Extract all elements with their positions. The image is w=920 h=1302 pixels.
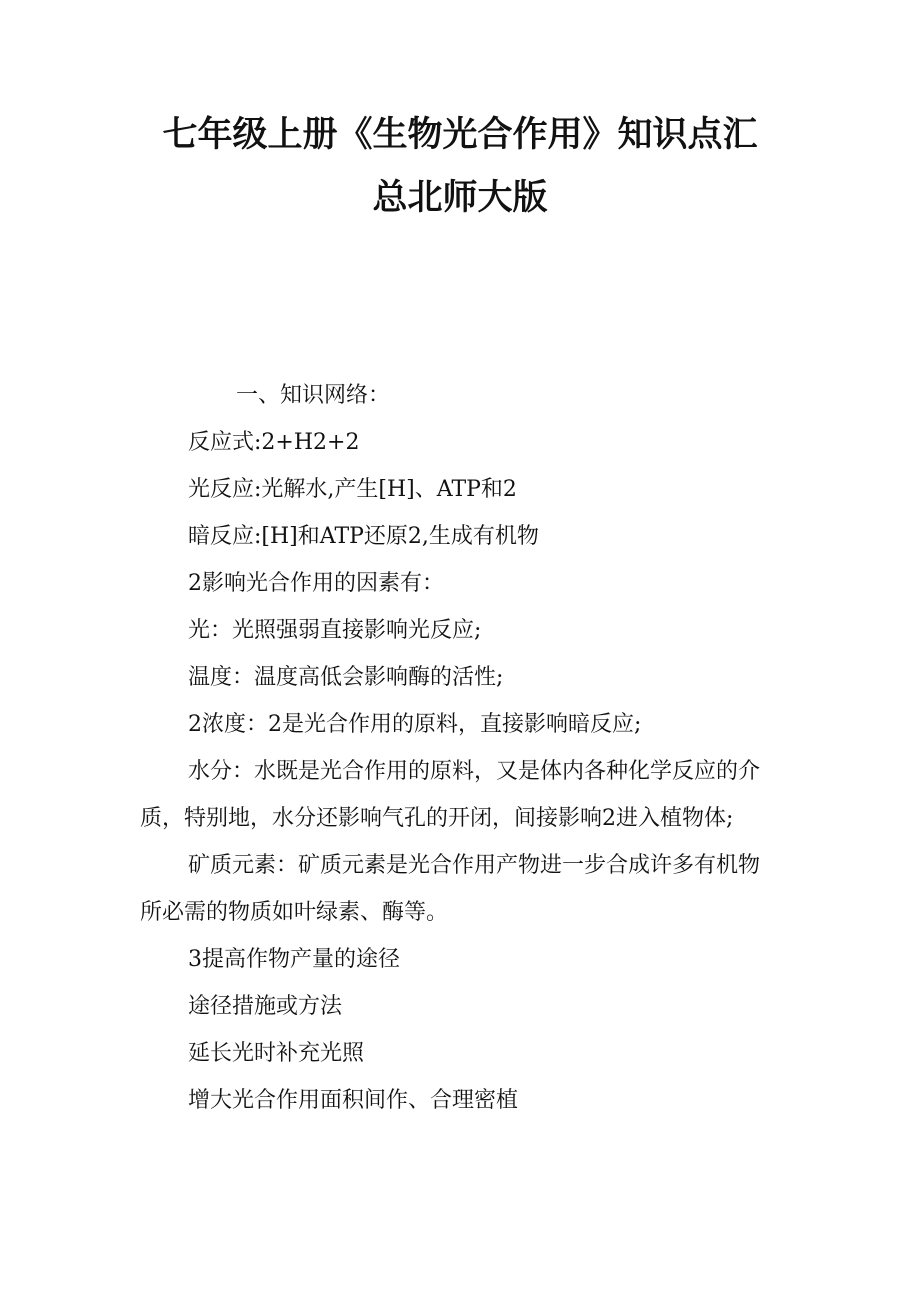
document-title (100, 110, 820, 223)
paragraph-yield-heading: 3提高作物产量的途径 (188, 947, 400, 972)
paragraph-factor-co2: 2浓度：2是光合作用的原料，直接影响暗反应; (188, 712, 642, 737)
paragraph-factor-water: 水分：水既是光合作用的原料，又是体内各种化学反应的介质，特别地，水分还影响气孔的开闭，间接影响2进入植物体; (140, 759, 761, 831)
paragraph-factor-light: 光：光照强弱直接影响光反应; (188, 618, 482, 643)
paragraph-factor-minerals: 矿质元素：矿质元素是光合作用产物进一步合成许多有机物所必需的物质如叶绿素、酶等。 (140, 853, 761, 925)
paragraph-light-reaction: 光反应:光解水,产生[H]、ATP和2 (188, 477, 517, 502)
paragraph-table-header: 途径措施或方法 (188, 994, 343, 1019)
paragraph-reaction-formula: 反应式:2+H2+2 (188, 430, 360, 455)
title-line-2: 总北师大版 (372, 177, 548, 218)
paragraph-dark-reaction: 暗反应:[H]和ATP还原2,生成有机物 (188, 524, 539, 549)
section-heading-knowledge-network: 一、知识网络： (236, 383, 391, 408)
paragraph-increase-area: 增大光合作用面积间作、合理密植 (188, 1088, 519, 1113)
title-line-1: 七年级上册《生物光合作用》知识点汇 (162, 114, 758, 155)
document-body (140, 372, 780, 1124)
paragraph-extend-light-time: 延长光时补充光照 (188, 1041, 365, 1066)
paragraph-factors-heading: 2影响光合作用的因素有： (188, 571, 444, 596)
paragraph-factor-temperature: 温度：温度高低会影响酶的活性; (188, 665, 504, 690)
